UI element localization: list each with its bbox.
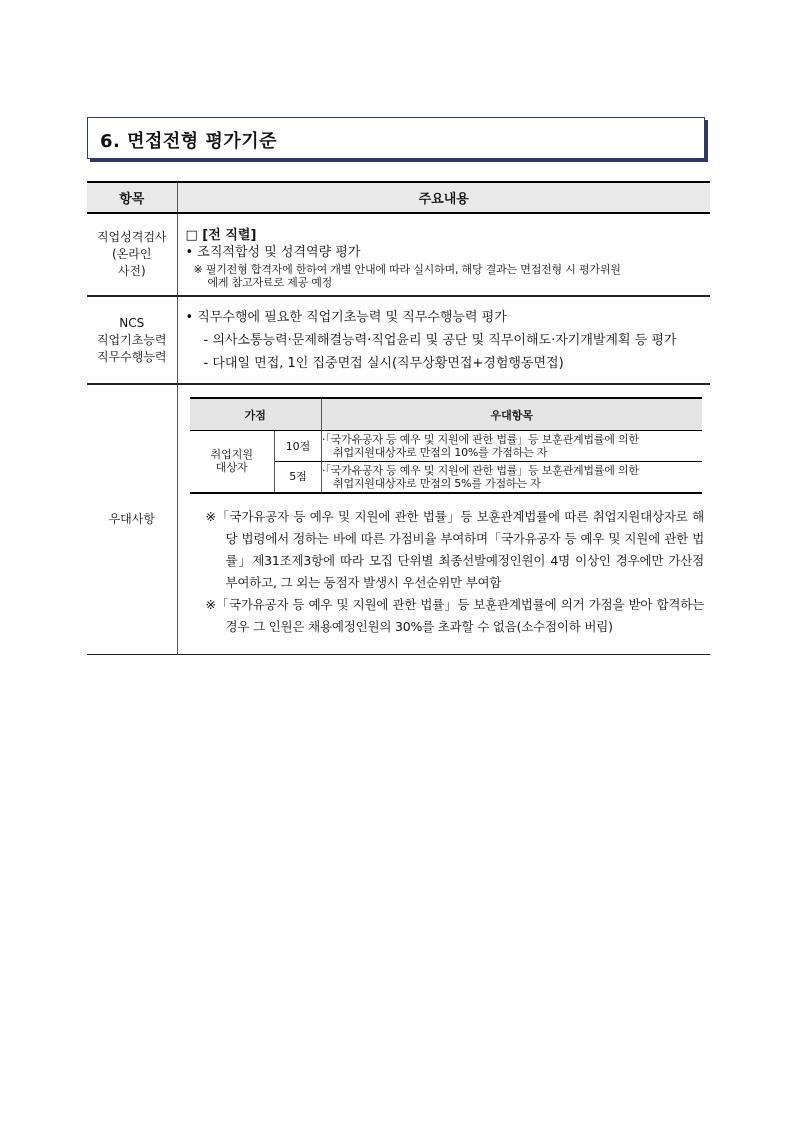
reference-note: ※ 필기전형 합격자에 한하여 개별 안내에 따라 실시하며, 해당 결과는 면접전형 시 평가위원 에게 참고자료로 제공 예정 — [193, 263, 621, 289]
section-header-box — [87, 117, 705, 159]
content-preference — [177, 384, 710, 654]
points-value: 10점 — [275, 431, 322, 462]
inner-row — [190, 431, 702, 462]
category-preference: 우대사항 — [87, 384, 177, 654]
header-bonus-points: 가점 — [190, 398, 322, 431]
header-preference-items: 우대항목 — [322, 398, 702, 431]
category-ncs: NCS 직업기초능력 직무수행능력 — [87, 296, 177, 384]
table-row — [87, 384, 710, 654]
evaluation-criteria-table — [87, 181, 710, 655]
preference-note: ※「국가유공자 등 예우 및 지원에 관한 법률」등 보훈관계법률에 의거 가점을 받아 합격하는 경우 그 인원은 채용예정인원의 30%를 초과할 수 없음(소수점이하 버림) — [205, 596, 704, 634]
preference-item: ·「국가유공자 등 예우 및 지원에 관한 법률」등 보훈관계법률에 의한 취업지원대상자로 만점의 10%를 가점하는 자 — [322, 431, 702, 462]
content-ncs — [177, 296, 710, 384]
bullet-text: • 직무수행에 필요한 직업기초능력 및 직무수행능력 평가 — [185, 309, 507, 325]
points-value: 5점 — [275, 462, 322, 493]
inner-header-row — [190, 398, 702, 431]
preference-item: ·「국가유공자 등 예우 및 지원에 관한 법률」등 보훈관계법률에 의한 취업지원대상자로 만점의 5%를 가점하는 자 — [322, 462, 702, 493]
all-positions-heading: □ [전 직렬] — [185, 228, 257, 243]
preference-notes — [186, 506, 711, 638]
preference-note: ※「국가유공자 등 예우 및 지원에 관한 법률」등 보훈관계법률에 따른 취업지원대상자로 해당 법령에서 정하는 바에 따른 가점비율 부여하며「국가유공자 등 예우 및 지원에 관한 법률」제31조제3항에 따라 모집 단위별 최종선발예정인원이 4명 이상인 경우에만 가산점 부여하고, 그 외는 동점자 발생시 우선순위만 부여함 — [205, 508, 704, 590]
section-title: 6. 면접전형 평가기준 — [100, 131, 277, 152]
header-content: 주요내용 — [177, 182, 710, 213]
content-personality-test — [177, 213, 710, 296]
table-row — [87, 213, 710, 296]
table-header-row — [87, 182, 710, 213]
table-row — [87, 296, 710, 384]
sub-item: - 다대일 면접, 1인 집중면접 실시(직무상황면접+경험행동면접) — [203, 355, 564, 371]
target-cell: 취업지원 대상자 — [190, 431, 275, 493]
category-personality-test: 직업성격검사 (온라인 사전) — [87, 213, 177, 296]
sub-item: - 의사소통능력·문제해결능력·직업윤리 및 공단 및 직무이해도·자기개발계획 등 평가 — [203, 332, 677, 348]
header-item: 항목 — [87, 182, 177, 213]
bullet-text: • 조직적합성 및 성격역량 평가 — [185, 245, 361, 260]
bonus-points-table — [190, 397, 702, 494]
